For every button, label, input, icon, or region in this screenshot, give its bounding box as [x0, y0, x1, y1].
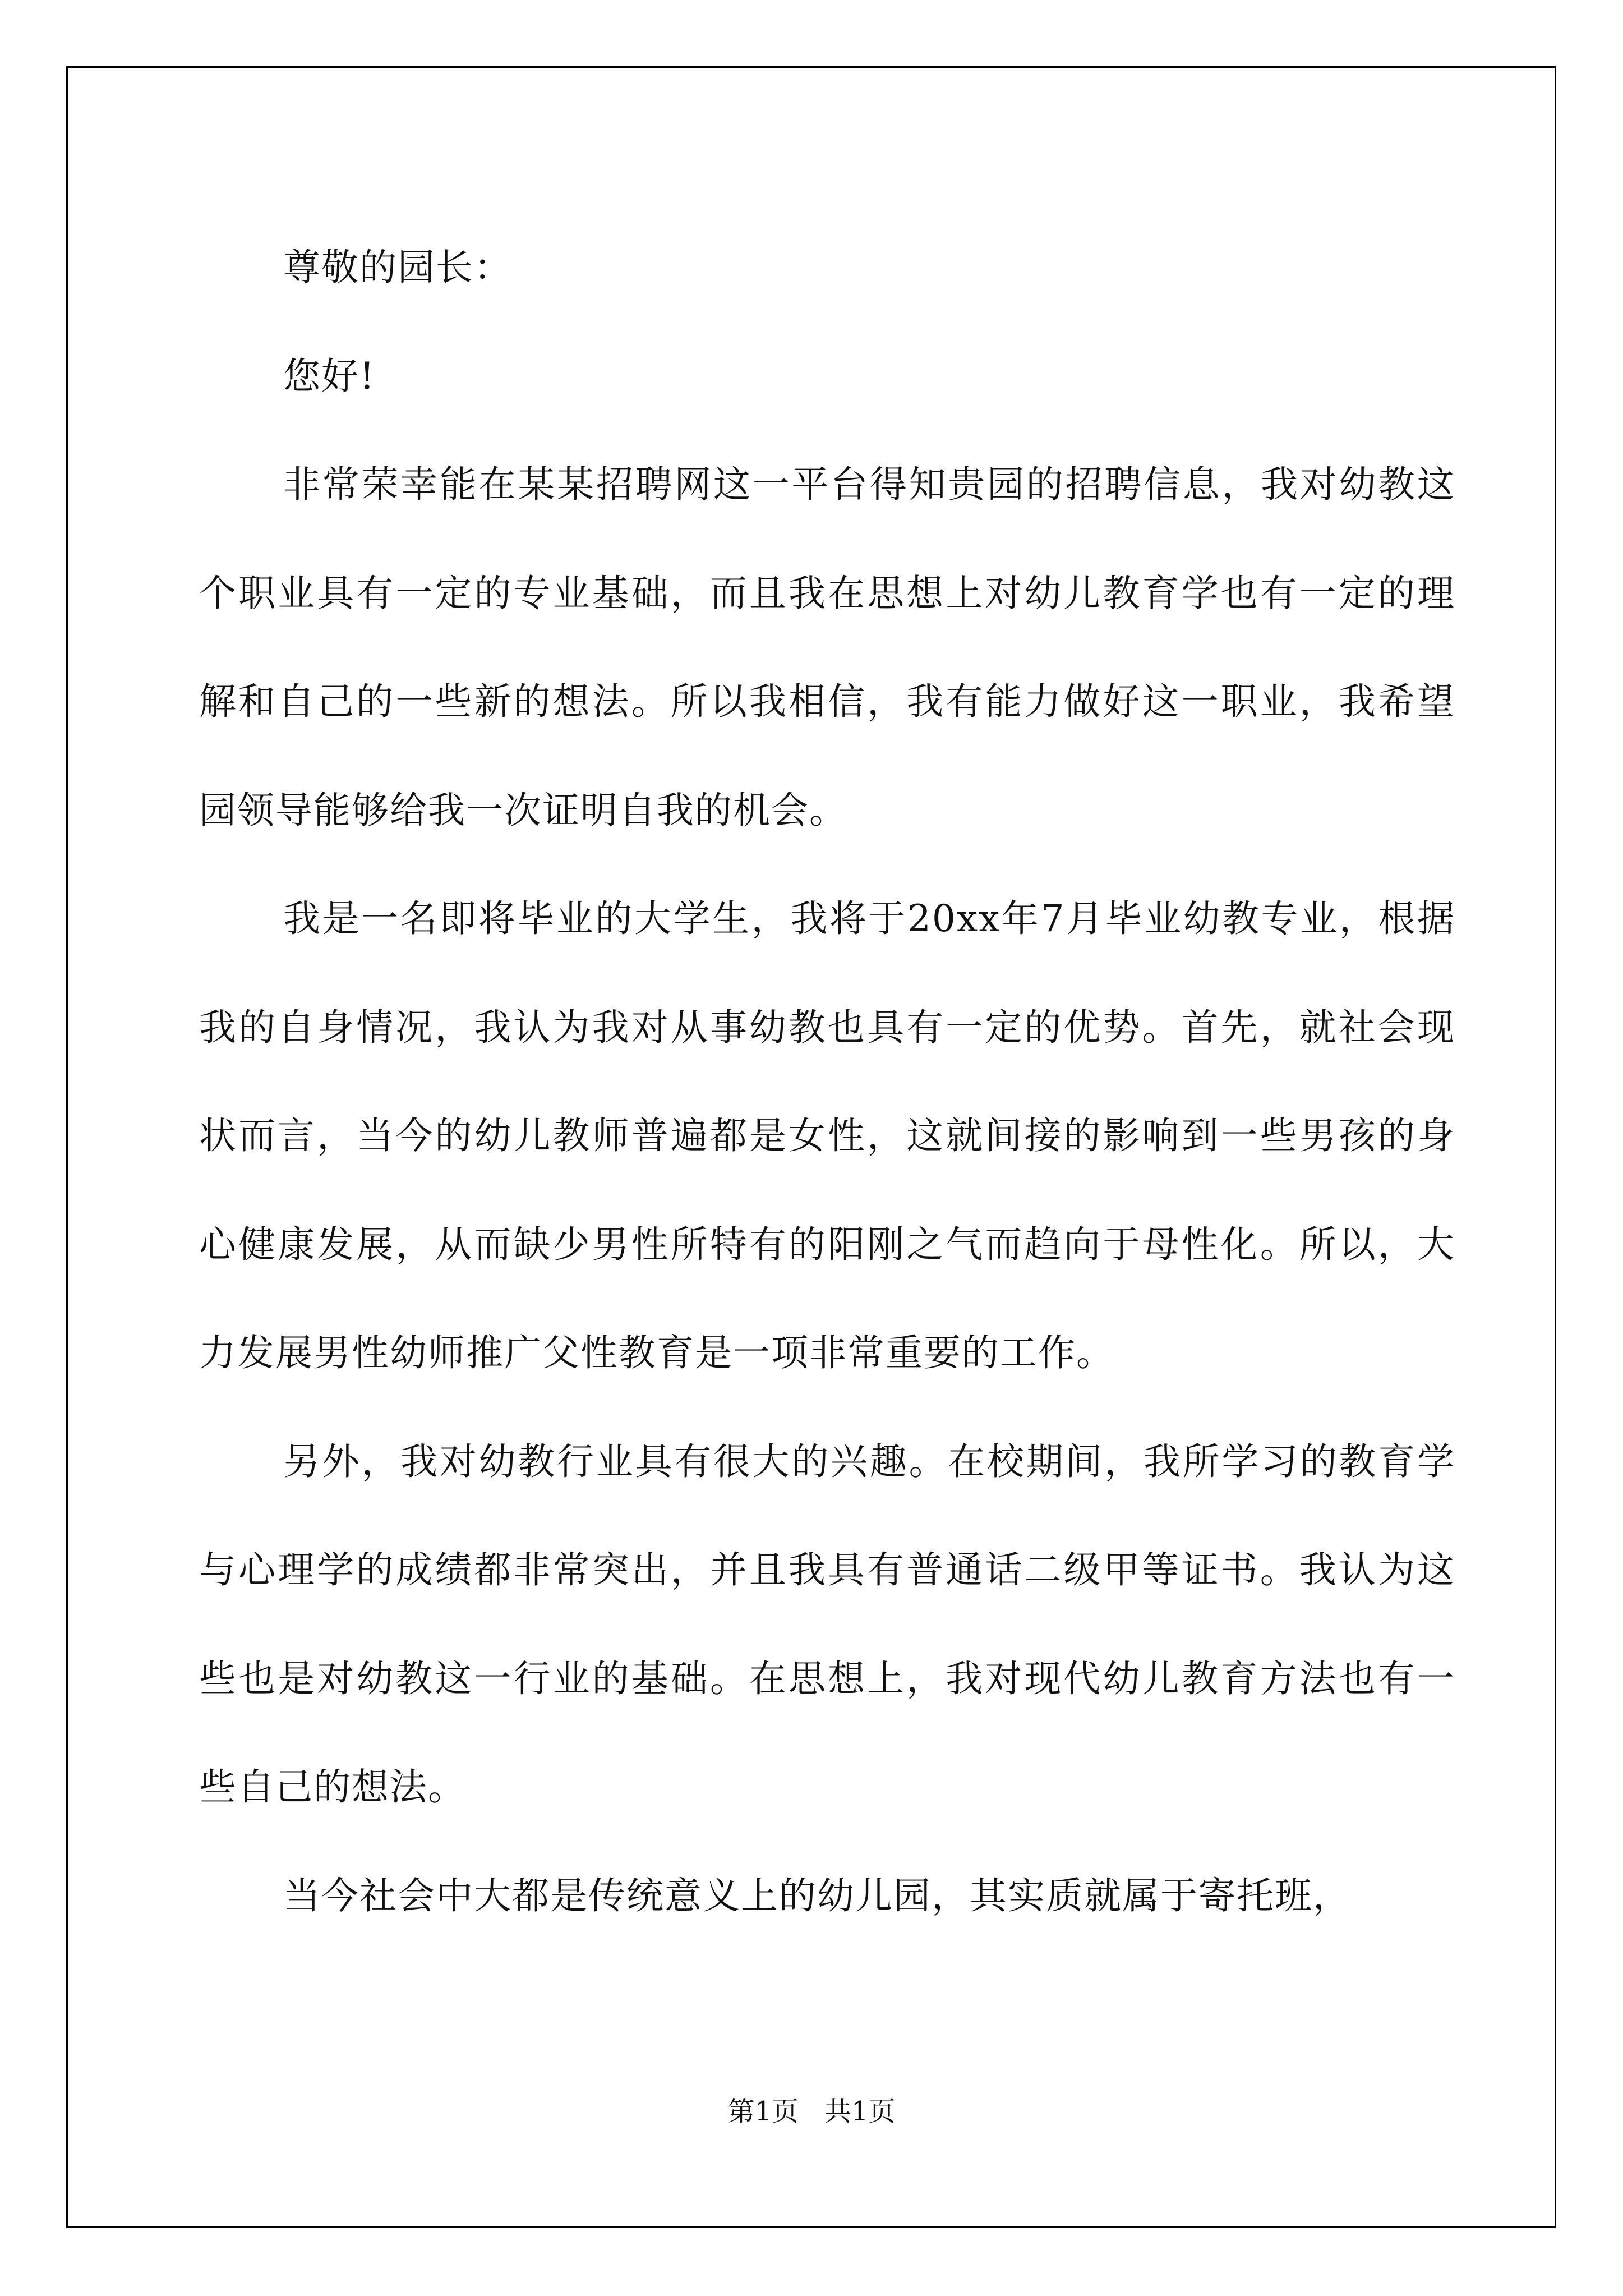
paragraph-1: 非常荣幸能在某某招聘网这一平台得知贵园的招聘信息，我对幼教这个职业具有一定的专业基础，而且我在思想上对幼儿教育学也有一定的理解和自己的一些新的想法。所以我相信，我有能力做好这一职业，我希望园领导能够给我一次证明自我的机会。 [199, 463, 1455, 832]
paragraph-3: 另外，我对幼教行业具有很大的兴趣。在校期间，我所学习的教育学与心理学的成绩都非常突出，并且我具有普通话二级甲等证书。我认为这些也是对幼教这一行业的基础。在思想上，我对现代幼儿教育方法也有一些自己的想法。 [199, 1439, 1455, 1809]
page-number: 第1页 共1页 [727, 2096, 896, 2127]
salutation: 尊敬的园长： [283, 246, 512, 289]
paragraph-2: 我是一名即将毕业的大学生，我将于20xx年7月毕业幼教专业，根据我的自身情况，我认为我对从事幼教也具有一定的优势。首先，就社会现状而言，当今的幼儿教师普遍都是女性，这就间接的影响到一些男孩的身心健康发展，从而缺少男性所特有的阳刚之气而趋向于母性化。所以，大力发展男性幼师推广父性教育是一项非常重要的工作。 [199, 897, 1455, 1374]
greeting: 您好! [283, 354, 376, 398]
paragraph-4: 当今社会中大都是传统意义上的幼儿园，其实质就属于寄托班， [283, 1874, 1351, 1917]
letter-body [199, 213, 1455, 1950]
